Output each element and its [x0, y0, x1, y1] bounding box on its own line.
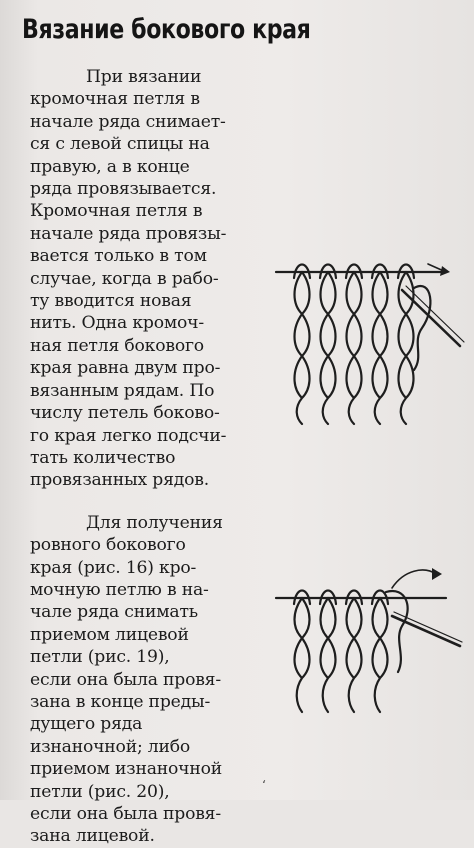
text-line: приемом лицевой	[30, 624, 189, 645]
working-needle	[392, 616, 460, 646]
margin-mark: ‘	[262, 778, 266, 792]
text-line: Кромочная петля в	[30, 201, 203, 222]
paragraph-1	[30, 66, 270, 492]
text-line: правую, а в конце	[30, 156, 190, 177]
text-line: ся с левой спицы на	[30, 134, 210, 155]
text-line: края (рис. 16) кро-	[30, 557, 197, 578]
text-line: петли (рис. 19),	[30, 647, 170, 668]
text-line: зана в конце преды-	[30, 691, 211, 712]
text-line: ровного бокового	[30, 535, 186, 556]
text-line: если она была провя-	[30, 804, 221, 824]
stitch-columns	[295, 598, 388, 712]
text-line: вязанным рядам. По	[30, 380, 215, 401]
edge-stitch	[414, 286, 430, 370]
text-line: кромочная петля в	[30, 89, 200, 110]
page-title: Вязание бокового края	[22, 14, 311, 45]
knit-edge-diagram-2	[274, 560, 470, 740]
text-line: При вязании	[86, 67, 202, 87]
text-column	[30, 66, 270, 848]
text-line: го края легко подсчи-	[30, 425, 227, 446]
stitch-columns	[295, 272, 414, 424]
text-line: начале ряда снимает-	[30, 111, 226, 132]
text-line: Для получения	[86, 512, 223, 533]
yarn-arrow	[392, 570, 436, 588]
text-line: тать количество	[30, 447, 176, 468]
text-line: петли (рис. 20),	[30, 781, 170, 802]
text-line: провязанных рядов.	[30, 470, 210, 491]
text-line: приемом изнаночной	[30, 759, 222, 780]
text-line: ная петля бокового	[30, 335, 204, 356]
text-line: если она была провя-	[30, 669, 221, 690]
text-line: ряда провязывается.	[30, 179, 217, 200]
text-line: изнаночной; либо	[30, 736, 191, 757]
arrow-head	[432, 568, 442, 580]
text-line: зана лицевой.	[30, 826, 155, 847]
text-line: края равна двум про-	[30, 358, 221, 379]
text-line: мочную петлю в на-	[30, 579, 209, 600]
edge-stitch	[386, 591, 408, 672]
text-line: вается только в том	[30, 246, 207, 267]
text-line: нить. Одна кромоч-	[30, 313, 204, 334]
text-line: числу петель боково-	[30, 403, 220, 424]
knit-edge-diagram-1	[274, 238, 470, 450]
text-line: чале ряда снимать	[30, 602, 198, 623]
text-line: случае, когда в рабо-	[30, 268, 219, 289]
text-line: дущего ряда	[30, 714, 143, 735]
text-line: ту вводится новая	[30, 291, 192, 312]
paragraph-2	[30, 512, 270, 848]
text-line: начале ряда провязы-	[30, 223, 227, 244]
arrow-head	[440, 266, 450, 276]
